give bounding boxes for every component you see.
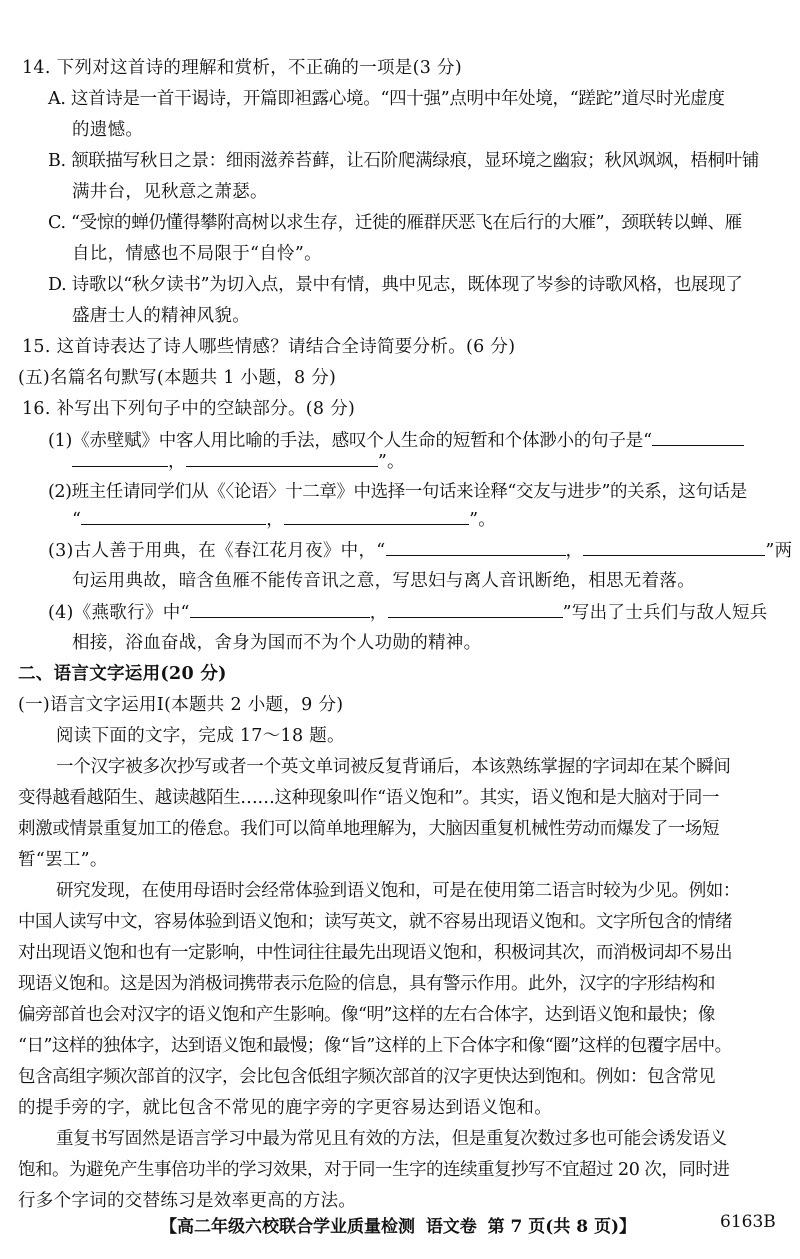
q16-item1-text: (1)《赤壁赋》中客人用比喻的手法，感叹个人生命的短暂和个体渺小的句子是“	[48, 431, 652, 451]
section-5-heading: (五)名篇名句默写(本题共 1 小题，8 分)	[18, 368, 337, 388]
q14-option-c-line1: C. “受惊的蝉仍懂得攀附高树以求生存，迁徙的雁群厌恶飞在后行的大雁”，颈联转以蝉、雁	[48, 213, 742, 233]
passage-p1-line4: 暂“罢工”。	[18, 850, 108, 870]
q16-item4-line2: 相接，浴血奋战，舍身为国而不为个人功勋的精神。	[72, 633, 482, 653]
q14-option-b-line1: B. 颔联描写秋日之景：细雨滋养苔藓，让石阶爬满绿痕，显环境之幽寂；秋风飒飒，梧桐叶铺	[48, 151, 760, 171]
passage-p2-line5: 偏旁部首也会对汉字的语义饱和产生影响。像“明”这样的左右合体字，达到语义饱和最快；像	[18, 1005, 715, 1025]
q14-stem: 14. 下列对这首诗的理解和赏析，不正确的一项是(3 分)	[22, 58, 462, 78]
answer-blank[interactable]	[72, 448, 168, 467]
comma: ，	[168, 452, 186, 472]
passage-p2-line3: 对出现语义饱和也有一定影响，中性词往往最先出现语义饱和，积极词其次，而消极词却不易出	[18, 943, 732, 963]
answer-blank[interactable]	[386, 537, 566, 556]
q14-option-d-line1: D. 诗歌以“秋夕读书”为切入点，景中有情，典中见志，既体现了岑参的诗歌风格，也展现了	[48, 275, 743, 295]
answer-blank[interactable]	[583, 537, 765, 556]
passage-p2-line4: 现语义饱和。这是因为消极词携带表示危险的信息，具有警示作用。此外，汉字的字形结构和	[18, 974, 715, 994]
passage-p2-line6: “日”这样的独体字，达到语义饱和最慢；像“旨”这样的上下合体字和像“圈”这样的包覆字居中。	[18, 1036, 732, 1056]
comma: ，	[369, 603, 388, 623]
passage-p2-line2: 中国人读写中文，容易体验到语义饱和；读写英文，就不容易出现语义饱和。文字所包含的情绪	[18, 912, 732, 932]
footer-page-number: 第 7 页(共 8 页)】	[487, 1217, 637, 1237]
q16-item4-text: (4)《燕歌行》中“	[48, 603, 190, 623]
passage-p1-line3: 刺激或情景重复加工的倦怠。我们可以简单地理解为，大脑因重复机械性劳动而爆发了一场短	[18, 819, 720, 839]
passage-p2-line7: 包含高组字频次部首的汉字，会比包含低组字频次部首的汉字更快达到饱和。例如：包含常见	[18, 1067, 715, 1087]
passage-p3-line3: 行多个字词的交替练习是效率更高的方法。	[18, 1191, 357, 1211]
q14-option-a-line1: A. 这首诗是一首干谒诗，开篇即袒露心境。“四十强”点明中年处境，“蹉跎”道尽时光虚度	[48, 89, 725, 109]
passage-p2-line1: 研究发现，在使用母语时会经常体验到语义饱和，可是在使用第二语言时较为少见。例如：	[56, 881, 740, 901]
comma: ，	[565, 541, 584, 561]
answer-blank[interactable]	[186, 448, 378, 467]
part-2-heading: 二、语言文字运用(20 分)	[18, 664, 227, 684]
q16-item3-line1	[48, 537, 792, 564]
passage-p3-line2: 饱和。为避免产生事倍功半的学习效果，对于同一生字的连续重复抄写不宜超过 20 次，同时进	[18, 1160, 730, 1180]
answer-blank[interactable]	[190, 599, 370, 618]
close-quote: ”。	[469, 510, 497, 530]
answer-blank[interactable]	[81, 506, 266, 525]
q16-item3-line2: 句运用典故，暗含鱼雁不能传音讯之意，写思妇与离人音讯断绝，相思无着落。	[72, 571, 695, 591]
answer-blank[interactable]	[652, 427, 744, 446]
reading-instruction: 阅读下面的文字，完成 17～18 题。	[56, 726, 345, 746]
footer-exam-title: 【高二年级六校联合学业质量检测	[160, 1217, 415, 1237]
close-quote: ”。	[377, 452, 405, 472]
open-quote: “	[72, 510, 82, 530]
footer-subject: 语文卷	[425, 1217, 477, 1237]
q14-option-c-line2: 自比，情感也不局限于“自怜”。	[72, 244, 322, 264]
comma: ，	[266, 510, 285, 530]
passage-p1-line1: 一个汉字被多次抄写或者一个英文单词被反复背诵后，本该熟练掌握的字词却在某个瞬间	[56, 757, 731, 777]
q16-item3-text: (3)古人善于用典，在《春江花月夜》中，“	[48, 541, 386, 561]
subsection-1-heading: (一)语言文字运用Ⅰ(本题共 2 小题，9 分)	[18, 695, 344, 715]
q16-item4-line1	[48, 599, 768, 626]
passage-p3-line1: 重复书写固然是语言学习中最为常见且有效的方法，但是重复次数过多也可能会诱发语义	[56, 1129, 727, 1149]
q14-option-b-line2: 满井台，见秋意之萧瑟。	[72, 182, 268, 202]
answer-blank[interactable]	[388, 599, 563, 618]
footer-code: 6163B	[720, 1212, 776, 1232]
passage-p2-line8: 的提手旁的字，就比包含不常见的鹿字旁的字更容易达到语义饱和。	[18, 1098, 552, 1118]
passage-p1-line2: 变得越看越陌生、越读越陌生……这种现象叫作“语义饱和”。其实，语义饱和是大脑对于同一	[18, 788, 720, 808]
page-footer	[160, 1212, 636, 1237]
q14-option-d-line2: 盛唐士人的精神风貌。	[72, 306, 250, 326]
q16-stem: 16. 补写出下列句子中的空缺部分。(8 分)	[22, 399, 356, 419]
q14-option-a-line2: 的遗憾。	[72, 120, 144, 140]
q16-item2-line1: (2)班主任请同学们从《〈论语〉十二章》中选择一句话来诠释“交友与进步”的关系，这句话是	[48, 482, 747, 502]
answer-blank[interactable]	[284, 506, 469, 525]
q16-item1-line2	[72, 448, 405, 475]
q15-stem: 15. 这首诗表达了诗人哪些情感？请结合全诗简要分析。(6 分)	[22, 337, 516, 357]
q16-item3-tail: ”两	[765, 541, 793, 561]
q16-item2-line2	[72, 506, 496, 533]
q16-item4-tail: ”写出了士兵们与敌人短兵	[562, 603, 768, 623]
